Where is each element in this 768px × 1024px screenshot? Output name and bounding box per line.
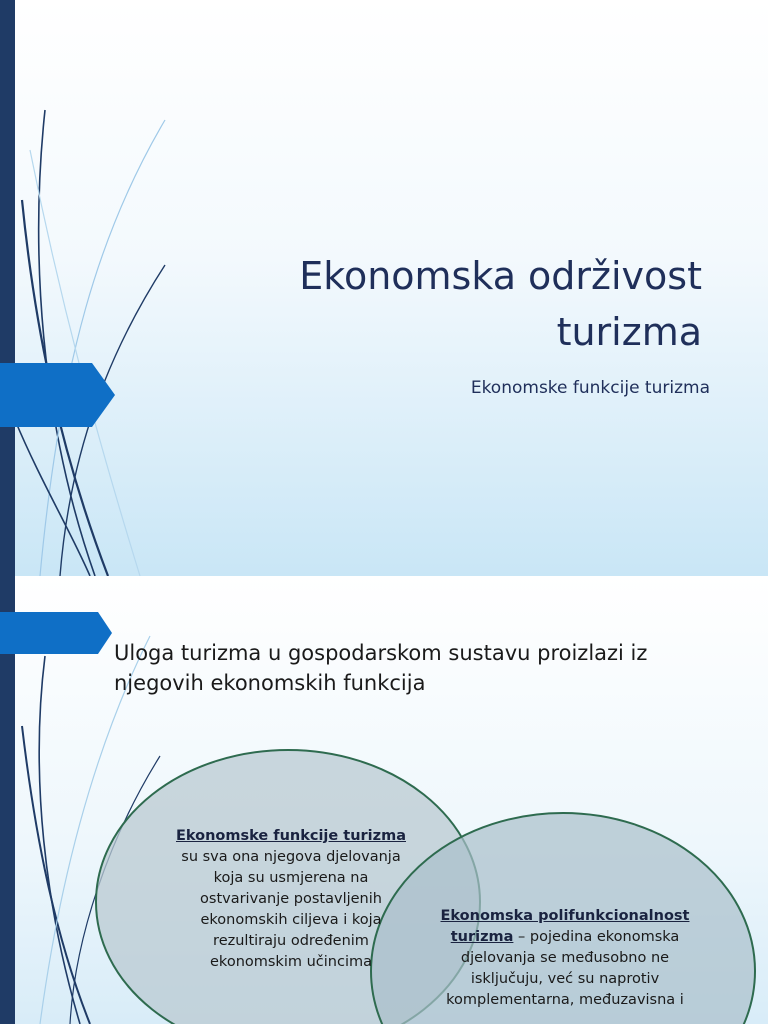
term-polyfunctionality-1: Ekonomska polifunkcionalnost — [440, 908, 690, 924]
circle-2-line: djelovanja se međusobno ne — [460, 950, 670, 966]
circle-1-line: ostvarivanje postavljenih — [200, 891, 382, 907]
term-polyfunctionality-2: turizma — [450, 929, 514, 945]
decorative-curves — [0, 0, 200, 576]
circle-1-line: rezultiraju određenim — [213, 933, 369, 949]
title-line-2: turizma — [556, 310, 702, 354]
circle-2-line: isključuju, već su naprotiv — [470, 971, 660, 987]
circle-1-line: ekonomskim učincima — [210, 954, 372, 970]
intro-line-1: Uloga turizma u gospodarskom sustavu proizlazi iz — [114, 641, 648, 665]
circle-2-line: komplementarna, međuzavisna i — [446, 992, 684, 1008]
circle-1-line: koja su usmjerena na — [213, 870, 369, 886]
arrow-tab — [0, 363, 115, 427]
slide-title — [182, 248, 702, 360]
title-line-1: Ekonomska održivost — [299, 254, 702, 298]
circle-1-line: ekonomskih ciljeva i koja — [200, 912, 382, 928]
term-economic-functions: Ekonomske funkcije turizma — [175, 828, 406, 844]
circle-1-line: su sva ona njegova djelovanja — [181, 849, 401, 865]
circle-2-text — [420, 906, 710, 1011]
intro-line-2: njegovih ekonomskih funkcija — [114, 671, 426, 695]
content-slide — [0, 576, 768, 1024]
slide-subtitle: Ekonomske funkcije turizma — [470, 378, 710, 398]
circle-1-text — [146, 826, 436, 973]
circle-2-line: – pojedina ekonomska — [513, 929, 680, 945]
